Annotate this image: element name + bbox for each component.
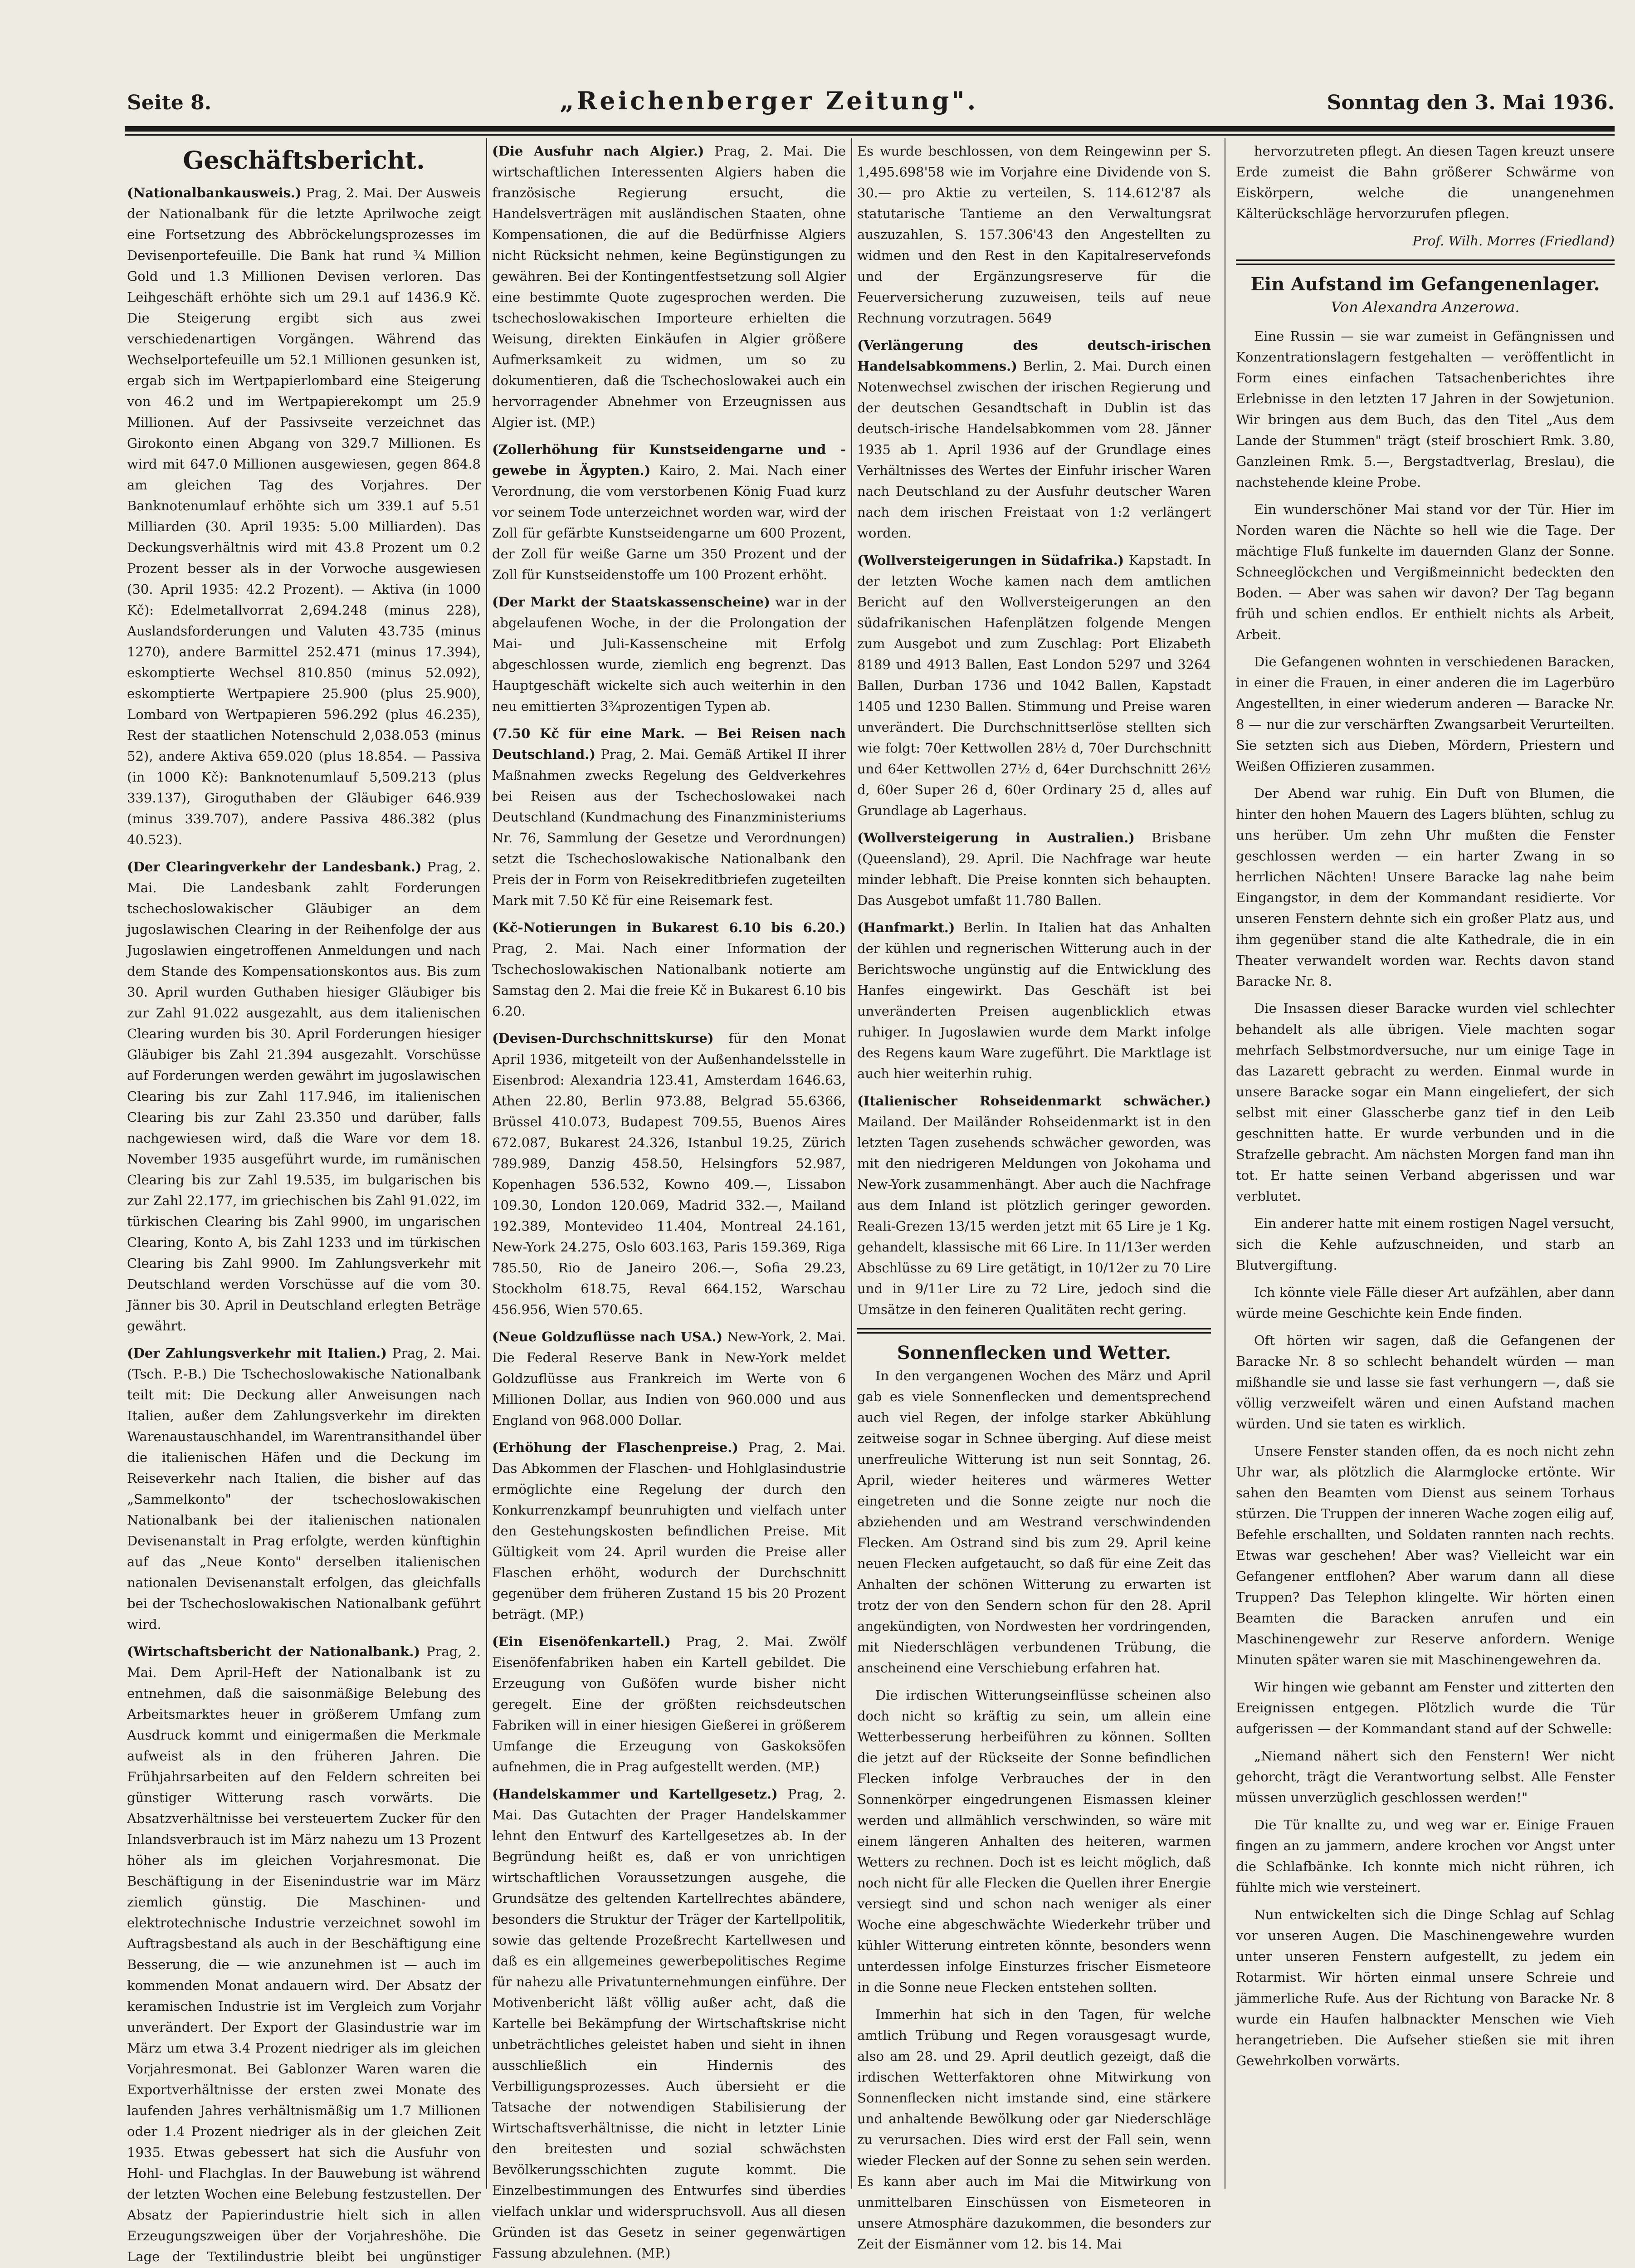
article-paragraph: Die Tür knallte zu, und weg war er. Einige Frauen fingen an zu jammern, andere krochen vor Angst unter die Schlafbänke. Ich konnte mich nicht rühren, ich fühlte mich wie versteinert. bbox=[1236, 1817, 1615, 1895]
article-paragraph: „Niemand nähert sich den Fenstern! Wer nicht gehorcht, trägt die Verantwortung selbst. Alle Fenster müssen unverzüglich geschlossen werden!" bbox=[1236, 1748, 1615, 1805]
news-item bbox=[492, 1784, 846, 2263]
news-item bbox=[857, 550, 1211, 821]
article-paragraph: Ein anderer hatte mit einem rostigen Nagel versucht, sich die Kehle aufzuschneiden, und starb an Blutvergiftung. bbox=[1236, 1216, 1615, 1273]
news-item bbox=[857, 827, 1211, 911]
news-item-text: Brisbane (Queensland), 29. April. Die Nachfrage war heute minder lebhaft. Die Preise konnten sich behaupten. Das Ausgebot umfaßt 11.780 Ballen. bbox=[857, 830, 1211, 908]
news-item-text: Kapstadt. In der letzten Woche kamen nach dem amtlichen Bericht auf den Wollversteigerungen an den südafrikanischen Hafenplätzen folgende Mengen zum Ausgebot und zum Zuschlag: Port Elizabeth 8189 und 4913 Ballen, East London 5297 und 3264 Ballen, Durban 1736 und 1042 Ballen, Kapstadt 1405 und 1230 Ballen. Stimmung und Preise waren unverändert. Die Durchschnittserlöse stellten sich wie folgt: 70er Kettwollen 28½ d, 70er Durchschnitt und 64er Kettwollen 27½ d, 64er Durchschnitt 26½ d, 60er Super 26 d, 60er Ordinary 25 d, alles auf Grundlage ab Lagerhaus. bbox=[857, 552, 1211, 818]
section-divider bbox=[1236, 259, 1615, 265]
news-item bbox=[857, 141, 1211, 328]
article-byline: Von Alexandra Anzerowa. bbox=[1331, 298, 1520, 316]
news-item-heading: (Wollversteigerungen in Südafrika.) bbox=[857, 552, 1124, 568]
news-item-heading: (Erhöhung der Flaschenpreise.) bbox=[492, 1440, 739, 1455]
news-item-text: Prag, 2. Mai. Nach einer Information der Tschechoslowakischen Nationalbank notierte am Samstag den 2. Mai die freie Kč in Bukarest 6.10 bis 6.20. bbox=[492, 941, 846, 1019]
news-item bbox=[857, 1090, 1211, 1320]
issue-date: Sonntag den 3. Mai 1936. bbox=[1327, 91, 1615, 114]
news-item-text: Mailand. Der Mailänder Rohseidenmarkt ist in den letzten Tagen zusehends schwächer geworden, was mit den niedrigeren Meldungen von Jokohama und New-York zusammenhängt. Aber auch die Nachfrage aus dem Inland ist plötzlich geringer geworden. Reali-Grezen 13/15 werden jetzt mit 65 Lire je 1 Kg. gehandelt, klassische mit 66 Lire. In 11/13er werden Abschlüsse zu 69 Lire getätigt, in 10/12er zu 70 Lire und in 9/11er Lire zu 72 Lire, jedoch sind die Umsätze in den feineren Qualitäten recht gering. bbox=[857, 1114, 1211, 1317]
news-item bbox=[492, 1631, 846, 1777]
header-rule bbox=[125, 126, 1615, 132]
article-paragraph: In den vergangenen Wochen des März und April gab es viele Sonnenflecken und dementsprechend auch viel Regen, der infolge starker Abkühlung zeitweise sogar in Schnee überging. Auf diese meist unerfreuliche Witterung ist nun seit Sonntag, 26. April, wieder heiteres und wärmeres Wetter eingetreten und die Sonne zeigte nur noch die abziehenden und am Westrand verschwindenden Flecken. Am Ostrand sind bis zum 29. April keine neuen Flecken aufgetaucht, so daß für eine Zeit das Anhalten der schönen Witterung zu erwarten ist trotz der von den Sendern schon für den 28. April angekündigten, von Nordwesten her vordringenden, mit Niederschlägen verbundenen Trübung, die anscheinend eine Verschiebung erfahren hat. bbox=[857, 1368, 1211, 1676]
page-number: Seite 8. bbox=[127, 91, 212, 114]
article-body bbox=[857, 1365, 1211, 2254]
article-paragraph: Die Insassen dieser Baracke wurden viel schlechter behandelt als alle übrigen. Viele machten sogar mehrfach Selbstmordversuche, nur um einige Tage in das Lazarett gebracht zu werden. Einmal wurde in unsere Baracke sogar ein Mann eingeliefert, der sich selbst mit einer Glasscherbe ganz tief in den Leib geschnitten hatte. Er wurde verbunden und in die Strafzelle gebracht. Am nächsten Morgen fand man ihn tot. Er hatte seinen Verband abgerissen und war verblutet. bbox=[1236, 1001, 1615, 1204]
news-item-text: war in der abgelaufenen Woche, in der die Prolongation der Mai- und Juli-Kassenscheine mit Erfolg abgeschlossen wurde, ziemlich eng begrenzt. Das Hauptgeschäft wickelte sich auch weiterhin in den neu emittierten 3¾prozentigen Typen ab. bbox=[492, 594, 846, 714]
news-item bbox=[127, 182, 481, 850]
news-item-text: New-York, 2. Mai. Die Federal Reserve Bank in New-York meldet Goldzuflüsse aus Frankreich im Werte von 6 Millionen Dollar, aus Indien von 960.000 und aus England von 968.000 Dollar. bbox=[492, 1329, 846, 1428]
column-4 bbox=[1236, 141, 1615, 2186]
news-item-heading: (Italienischer Rohseidenmarkt schwächer.) bbox=[857, 1093, 1211, 1109]
news-item bbox=[492, 591, 846, 717]
news-item bbox=[492, 723, 846, 911]
news-item-heading: (Neue Goldzuflüsse nach USA.) bbox=[492, 1329, 723, 1344]
news-item-text: Prag, 2. Mai. Die wirtschaftlichen Interessenten Algiers haben die französische Regierung ersucht, die Handelsverträgen mit ausländischen Staaten, ohne Kompensationen, die auf die Bedürfnisse Algiers nicht Rücksicht nehmen, keine Begünstigungen zu gewähren. Bei der Kontingentfestsetzung soll Algier eine bestimmte Quote zugesprochen werden. Die tschechoslowakischen Importeure erhielten die Weisung, direkten Einkäufen in Algier größere Aufmerksamkeit zu widmen, um so zu dokumentieren, daß die Tschechoslowakei auch ein hervorragender Abnehmer von Erzeugnissen aus Algier ist. (MP.) bbox=[492, 143, 846, 430]
news-item-heading: (Der Zahlungsverkehr mit Italien.) bbox=[127, 1345, 387, 1361]
news-list bbox=[857, 141, 1211, 1320]
news-item-heading: (Zollerhöhung für Kunstseidengarne und -gewebe in Ägypten.) bbox=[492, 442, 846, 478]
news-list bbox=[127, 182, 481, 2268]
news-item-text: Kairo, 2. Mai. Nach einer Verordnung, die vom verstorbenen König Fuad kurz vor seinem Tode unterzeichnet worden war, wird der Zoll für gefärbte Kunstseidengarne um 600 Prozent, der Zoll für weiße Garne um 350 Prozent und der Zoll für Kunstseidenstoffe um 100 Prozent erhöht. bbox=[492, 463, 846, 582]
header-rule-thin bbox=[125, 134, 1615, 136]
news-item bbox=[492, 1028, 846, 1320]
article-paragraph: Die Gefangenen wohnten in verschiedenen Baracken, in einer die Frauen, in einer anderen die im Lagerbüro Angestellten, in einer wiederum anderen — Baracke Nr. 8 — nur die zur verschärften Zwangsarbeit Verurteilten. Sie setzten sich aus Dieben, Mördern, Priestern und Weißen Offizieren zusammen. bbox=[1236, 654, 1615, 774]
news-item-text: Prag, 2. Mai. Das Abkommen der Flaschen- und Hohlglasindustrie ermöglichte eine Regelung der durch den Konkurrenzkampf beunruhigten und vielfach unter den Gestehungskosten befindlichen Preise. Mit Gültigkeit vom 24. April wurden die Preise aller Flaschen erhöht, wodurch der Durchschnitt gegenüber dem früheren Zustand 15 bis 20 Prozent beträgt. (MP.) bbox=[492, 1440, 846, 1622]
news-item-text: Es wurde beschlossen, von dem Reingewinn per S. 1,495.698'58 wie im Vorjahre eine Dividende von S. 30.— pro Aktie zu verteilen, S. 114.612'87 als statutarische Tantieme an den Verwaltungsrat auszuzahlen, S. 157.306'43 den Angestellten zu widmen und den Rest in den Kapitalreservefonds und der Ergänzungsreserve für die Feuerversicherung zuzuweisen, teils auf neue Rechnung vorzutragen. 5649 bbox=[857, 143, 1211, 326]
news-item-text: Prag, 2. Mai. Die Landesbank zahlt Forderungen tschechoslowakischer Gläubiger an dem jugoslawischen Clearing in der Reihenfolge der aus Jugoslawien eingetroffenen Anmeldungen und nach dem Stande des Kompensationskontos aus. Bis zum 30. April wurden Guthaben hiesiger Gläubiger bis zur Zahl 91.022 ausgezahlt, aus dem italienischen Clearing wurden bis 30. April Forderungen hiesiger Gläubiger bis Zahl 21.394 ausgezahlt. Vorschüsse auf Forderungen werden gewährt im jugoslawischen Clearing bis zur Zahl 117.946, im italienischen Clearing bis zur Zahl 23.350 und darüber, falls nachgewiesen wird, daß die Ware vor dem 18. November 1935 ausgeführt wurde, im rumänischen Clearing bis zur Zahl 19.535, im bulgarischen bis zur Zahl 22.177, im griechischen bis Zahl 91.022, im türkischen Clearing bis Zahl 9900, im ungarischen Clearing, Konto A, bis Zahl 1233 und im türkischen Clearing bis Zahl 9900. Im Zahlungsverkehr mit Deutschland werden Vorschüsse auf die vom 30. Jänner bis 30. April in Deutschland erlegten Beträge gewährt. bbox=[127, 859, 481, 1334]
article-paragraph: Unsere Fenster standen offen, da es noch nicht zehn Uhr war, als plötzlich die Alarmglocke ertönte. Wir sahen den Beamten vom Dienst aus seinem Torhaus stürzen. Die Truppen der inneren Wache zogen eilig auf, Befehle erschallten, und Soldaten rannten nach rechts. Etwas war geschehen! Aber was? Vielleicht war ein Gefangener entflohen? Aber warum dann all diese Truppen? Das Telephon klingelte. Wir hörten einen Beamten die Baracken anrufen und ein Maschinengewehr zur Reserve anfordern. Wenige Minuten später waren sie mit Maschinengewehren da. bbox=[1236, 1443, 1615, 1667]
news-item bbox=[857, 917, 1211, 1084]
section-title: Geschäftsbericht. bbox=[183, 146, 425, 175]
news-item-heading: (Wirtschaftsbericht der Nationalbank.) bbox=[127, 1644, 420, 1659]
news-item-heading: (Nationalbankausweis.) bbox=[127, 185, 302, 200]
news-item bbox=[492, 439, 846, 585]
news-item bbox=[857, 335, 1211, 543]
news-item-text: Berlin. In Italien hat das Anhalten der kühlen und regnerischen Witterung auch in der Berichtswoche ungünstig auf die Entwicklung des Hanfes eingewirkt. Das Geschäft ist bei unveränderten Preisen augenblicklich etwas ruhiger. In Jugoslawien wurde dem Markt infolge des Regens kaum Ware zugeführt. Die Marktlage ist auch hier weiterhin ruhig. bbox=[857, 920, 1211, 1081]
news-item-heading: (Devisen-Durchschnittskurse) bbox=[492, 1031, 714, 1046]
article-paragraph: Ich könnte viele Fälle dieser Art aufzählen, aber dann würde meine Geschichte kein Ende finden. bbox=[1236, 1285, 1615, 1321]
news-item bbox=[492, 1437, 846, 1625]
news-item-text: Prag, 2. Mai. Zwölf Eisenöfenfabriken haben ein Kartell gebildet. Die Erzeugung von Gußöfen wurde bisher nicht geregelt. Eine der größten reichsdeutschen Fabriken will in einer hiesigen Gießerei in größerem Umfange die Erzeugung von Gaskoksöfen aufnehmen, die in Prag aufgestellt werden. (MP.) bbox=[492, 1634, 846, 1774]
news-item-text: Prag, 2. Mai. Das Gutachten der Prager Handelskammer lehnt den Entwurf des Kartellgesetzes ab. In der Begründung heißt es, daß er von unrichtigen wirtschaftlichen Voraussetzungen ausgehe, die Grundsätze des geltenden Kartellrechtes abändere, besonders die Struktur der Träger der Kartellpolitik, sowie das geltende Prozeßrecht Kartellwesen und daß es ein allgemeines gewerbepolitisches Regime für nahezu alle Privatunternehmungen einführe. Der Motivenbericht läßt völlig außer acht, daß die Kartelle bei Bekämpfung der Wirtschaftskrise nicht unbeträchtliches geleistet haben und sieht in ihnen ausschließlich ein Hindernis des Verbilligungsprozesses. Auch übersieht er die Tatsache der notwendigen Stabilisierung der Wirtschaftsverhältnisse, die nicht in letzter Linie den breitesten und sozial schwächsten Bevölkerungsschichten zugute kommt. Die Einzelbestimmungen des Entwurfes sind überdies vielfach unklar und widerspruchsvoll. Aus all diesen Gründen ist das Gesetz in seiner gegenwärtigen Fassung abzulehnen. (MP.) bbox=[492, 1786, 846, 2261]
news-item-heading: (Ein Eisenöfenkartell.) bbox=[492, 1634, 671, 1649]
article-paragraph: Nun entwickelten sich die Dinge Schlag auf Schlag vor unseren Augen. Die Maschinengewehre wurden unter unseren Fenstern aufgestellt, zu jedem ein Rotarmist. Wir hörten einmal unsere Schreie und jämmerliche Rufe. Aus der Richtung von Baracke Nr. 8 wurde ein Haufen halbnackter Menschen wie Vieh herangetrieben. Die Aufseher stießen sie mit ihren Gewehrkolben vorwärts. bbox=[1236, 1907, 1615, 2068]
article-paragraph: Der Abend war ruhig. Ein Duft von Blumen, die hinter den hohen Mauern des Lagers blühten, schlug zu uns herüber. Um zehn Uhr mußten die Fenster geschlossen werden — ein harter Zwang in so herrlichen Nächten! Unsere Baracke lag nahe beim Eingangstor, in dem der Kommandant residierte. Vor unseren Fenstern dehnte sich ein großer Platz aus, und ihm gegenüber stand die alte Kathedrale, die in ein Theater verwandelt worden war. Rechts davon stand Baracke Nr. 8. bbox=[1236, 786, 1615, 989]
news-item-text: Prag, 2. Mai. Dem April-Heft der Nationalbank ist zu entnehmen, daß die saisonmäßige Belebung des Arbeitsmarktes heuer in größerem Umfang zum Ausdruck kommt und einigermaßen die Merkmale aufweist als in den früheren Jahren. Die Frühjahrsarbeiten auf den Feldern schreiten bei günstiger Witterung rasch vorwärts. Die Absatzverhältnisse bei versteuertem Zucker für den Inlandsverbrauch ist im März nahezu um 13 Prozent höher als im gleichen Vorjahresmonat. Die Beschäftigung in der Eisenindustrie war im März ziemlich günstig. Die Maschinen- und elektrotechnische Industrie verzeichnet sowohl im Auftragsbestand als auch in der Beschäftigung eine Besserung, die — wie anzunehmen ist — auch im kommenden Monat andauern wird. Der Absatz der keramischen Industrie ist im Vergleich zum Vorjahr unverändert. Der Export der Glasindustrie war im März um etwa 3.4 Prozent niedriger als im gleichen Vorjahresmonat. Bei Gablonzer Waren waren die Exportverhältnisse der ersten zwei Monate des laufenden Jahres verhältnismäßig um 1.7 Millionen oder 1.4 Prozent niedriger als in der gleichen Zeit 1935. Etwas gebessert hat sich die Ausfuhr von Hohl- und Flachglas. In der Bauwebung ist während der letzten Wochen eine Belebung festzustellen. Der Absatz der Papierindustrie hielt sich in allen Erzeugungszweigen über der Vorjahreshöhe. Die Lage der Textilindustrie bleibt bei ungünstiger bbox=[127, 1644, 481, 2264]
article-body bbox=[1236, 499, 1615, 2071]
column-3 bbox=[857, 141, 1211, 2252]
column-2 bbox=[492, 141, 846, 2261]
news-item-heading: (Verlängerung des deutsch-irischen Handelsabkommens.) bbox=[857, 337, 1211, 374]
news-item bbox=[127, 1641, 481, 2268]
article-continuation: hervorzutreten pflegt. An diesen Tagen kreuzt unsere Erde zumeist die Bahn größerer Schwärme von Eiskörpern, welche die unangenehmen Kälterückschläge hervorzurufen pflegen. bbox=[1236, 143, 1615, 221]
news-item-heading: (7.50 Kč für eine Mark. — Bei Reisen nach Deutschland.) bbox=[492, 726, 846, 762]
news-item-heading: (Der Markt der Staatskassenscheine) bbox=[492, 594, 770, 610]
news-item-text: Prag, 2. Mai. Gemäß Artikel II ihrer Maßnahmen zwecks Regelung des Geldverkehres bei Reisen aus der Tschechoslowakei nach Deutschland (Kundmachung des Finanzministeriums Nr. 76, Sammlung der Gesetze und Verordnungen) setzt die Tschechoslowakische Nationalbank den Preis der in Form von Reisekreditbriefen zugeteilten Mark mit 7.50 Kč für eine Reisemark fest. bbox=[492, 747, 846, 908]
author-signature: Prof. Wilh. Morres (Friedland) bbox=[1412, 233, 1615, 249]
news-item-text: Berlin, 2. Mai. Durch einen Notenwechsel zwischen der irischen Regierung und der deutschen Gesandtschaft in Dublin ist das deutsch-irische Handelsabkommen vom 28. Jänner 1935 ab 1. April 1936 auf der Grundlage eines Verhältnisses des Wertes der Einfuhr irischer Waren nach Deutschland zu der Ausfuhr deutscher Waren nach dem irischen Freistaat von 1:2 verlängert worden. bbox=[857, 358, 1211, 541]
article-paragraph: Immerhin hat sich in den Tagen, für welche amtlich Trübung und Regen vorausgesagt wurde, also am 28. und 29. April deutlich gezeigt, daß die irdischen Wetterfaktoren ohne Mitwirkung von Sonnenflecken nicht imstande sind, eine stärkere und anhaltende Bewölkung oder gar Niederschläge zu verursachen. Dies wird erst der Fall sein, wenn wieder Flecken auf der Sonne zu sehen sein werden. Es kann aber auch im Mai die Mitwirkung von unmittelbaren Einschüssen von Eismeteoren in unsere Atmosphäre dazukommen, die besonders zur Zeit der Eismänner vom 12. bis 14. Mai bbox=[857, 2007, 1211, 2252]
article-paragraph: Oft hörten wir sagen, daß die Gefangenen der Baracke Nr. 8 so schlecht behandelt würden — man mißhandle sie und lasse sie fast verhungern —, daß sie völlig verzweifelt wären und einen Aufstand machen würden. Und sie taten es wirklich. bbox=[1236, 1333, 1615, 1432]
news-list bbox=[492, 141, 846, 2268]
news-item-heading: (Hanfmarkt.) bbox=[857, 920, 955, 935]
news-item-heading: (Handelskammer und Kartellgesetz.) bbox=[492, 1786, 778, 1802]
page-header bbox=[127, 86, 1615, 122]
article-intro: Eine Russin — sie war zumeist in Gefängnissen und Konzentrationslagern festgehalten — veröffentlicht in Form eines einfachen Tatsachenberichtes ihre Erlebnisse in den letzten 17 Jahren in der Sowjetunion. Wir bringen aus dem Buch, das den Titel „Aus dem Lande der Stummen" trägt (steif broschiert Rmk. 3.80, Ganzleinen Rmk. 5.—, Bergstadtverlag, Breslau), die nachstehende kleine Probe. bbox=[1236, 328, 1615, 490]
section-divider bbox=[857, 1328, 1211, 1334]
article-title: Sonnenflecken und Wetter. bbox=[897, 1342, 1171, 1364]
newspaper-title: „Reichenberger Zeitung". bbox=[560, 86, 979, 115]
news-item bbox=[492, 1326, 846, 1431]
news-item-text: für den Monat April 1936, mitgeteilt von der Außenhandelsstelle in Eisenbrod: Alexandria 123.41, Amsterdam 1646.63, Athen 22.80, Berlin 973.88, Belgrad 55.6366, Brüssel 410.073, Budapest 709.55, Buenos Aires 672.087, Bukarest 24.326, Istanbul 19.25, Zürich 789.989, Danzig 458.50, Helsingfors 52.987, Kopenhagen 536.532, Kowno 409.—, Lissabon 109.30, London 120.069, Madrid 332.—, Mailand 192.389, Montevideo 11.404, Montreal 24.161, New-York 24.275, Oslo 603.163, Paris 159.369, Riga 785.50, Rio de Janeiro 206.—, Sofia 29.23, Stockholm 618.75, Reval 664.152, Warschau 456.956, Wien 570.65. bbox=[492, 1031, 846, 1317]
news-item-text: Prag, 2. Mai. Der Ausweis der Nationalbank für die letzte Aprilwoche zeigt eine Fortsetzung des Abbröckelungsprozesses im Devisenportefeuille. Die Bank hat rund ¾ Million Gold und 1.3 Millionen Devisen verloren. Das Leihgeschäft erhöhte sich um 29.1 auf 1436.9 Kč. Die Steigerung ergibt sich aus zwei verschiedenartigen Vorgängen. Während das Wechselportefeuille um 52.1 Millionen gesunken ist, ergab sich im Wertpapierlombard eine Steigerung von 46.2 und im Wertpapierekompt um 25.9 Millionen. Auf der Passivseite verzeichnet das Girokonto einen Abgang von 329.7 Millionen. Es wird mit 647.0 Millionen ausgewiesen, gegen 864.8 am gleichen Tag des Vorjahres. Der Banknotenumlauf erhöhte sich um 339.1 auf 5.51 Milliarden (30. April 1935: 5.00 Milliarden). Das Deckungsverhältnis wird mit 43.8 Prozent um 0.2 Prozent besser als in der Vorwoche ausgewiesen (30. April 1935: 42.2 Prozent). — Aktiva (in 1000 Kč): Edelmetallvorrat 2,694.248 (minus 228), Auslandsforderungen und Valuten 43.735 (minus 1270), andere Barmittel 252.471 (minus 17.394), eskomptierte Wechsel 810.850 (minus 52.092), eskomptierte Wertpapiere 25.900 (plus 25.900), Lombard von Wertpapieren 596.292 (plus 46.235), Rest der staatlichen Notenschuld 2,038.053 (minus 52), andere Aktiva 659.020 (plus 18.854. — Passiva (in 1000 Kč): Banknotenumlauf 5,509.213 (plus 339.137), Giroguthaben der Gläubiger 646.939 (minus 339.707), andere Passiva 486.382 (plus 40.523). bbox=[127, 185, 481, 847]
news-item-heading: (Kč-Notierungen in Bukarest 6.10 bis 6.20.) bbox=[492, 920, 846, 935]
news-item-heading: (Der Clearingverkehr der Landesbank.) bbox=[127, 859, 422, 875]
news-item bbox=[127, 1343, 481, 1635]
article-title: Ein Aufstand im Gefangenenlager. bbox=[1250, 274, 1600, 295]
article-paragraph: Ein wunderschöner Mai stand vor der Tür. Hier im Norden waren die Nächte so hell wie die Tage. Der mächtige Fluß funkelte im dauernden Glanz der Sonne. Schneeglöckchen und Vergißmeinnicht bedeckten den Boden. — Aber was sahen wir davon? Der Tag begann früh und schien endlos. Er enthielt nichts als Arbeit, Arbeit. bbox=[1236, 502, 1615, 642]
column-divider bbox=[486, 138, 487, 2189]
article-paragraph: Die irdischen Witterungseinflüsse scheinen also doch nicht so kräftig zu sein, um allein eine Wetterbesserung herbeiführen zu können. Sollten die jetzt auf der Rückseite der Sonne befindlichen Flecken infolge Verbrauches der in den Sonnenkörper eingedrungenen Eismassen kleiner werden und allmählich verschwinden, so wäre mit einem längeren Anhalten des heiteren, warmen Wetters zu rechnen. Doch ist es leicht möglich, daß noch nicht für alle Flecken die Quellen ihrer Energie versiegt sind und schon nach weniger als einer Woche eine abgeschwächte Wiederkehr trüber und kühler Witterung eintreten könnte, besonders wenn unterdessen infolge Einsturzes frischer Eismeteore in die Sonne neue Flecken entstehen sollten. bbox=[857, 1687, 1211, 1995]
column-divider bbox=[851, 138, 852, 2189]
news-item bbox=[492, 917, 846, 1022]
news-item-heading: (Die Ausfuhr nach Algier.) bbox=[492, 143, 704, 159]
article-paragraph: Wir hingen wie gebannt am Fenster und zitterten den Ereignissen entgegen. Plötzlich wurde die Tür aufgerissen — der Kommandant stand auf der Schwelle: bbox=[1236, 1679, 1615, 1736]
news-item bbox=[492, 141, 846, 433]
news-item-text: Prag, 2. Mai. (Tsch. P.-B.) Die Tschechoslowakische Nationalbank teilt mit: Die Deckung aller Anweisungen nach Italien, außer dem Zahlungsverkehr im direkten Warenaustauschhandel, im Warentransithandel über die italienischen Häfen und die Deckung im Reiseverkehr nach Italien, die bisher auf das „Sammelkonto" der tschechoslowakischen Nationalbank bei der italienischen nationalen Devisenanstalt in Prag erfolgte, werden künftighin auf das „Neue Konto" derselben italienischen nationalen Devisenanstalt erfolgen, das gleichfalls bei der Tschechoslowakischen Nationalbank geführt wird. bbox=[127, 1345, 481, 1632]
news-item bbox=[127, 856, 481, 1336]
news-item-heading: (Wollversteigerung in Australien.) bbox=[857, 830, 1135, 846]
column-1 bbox=[127, 141, 481, 2264]
